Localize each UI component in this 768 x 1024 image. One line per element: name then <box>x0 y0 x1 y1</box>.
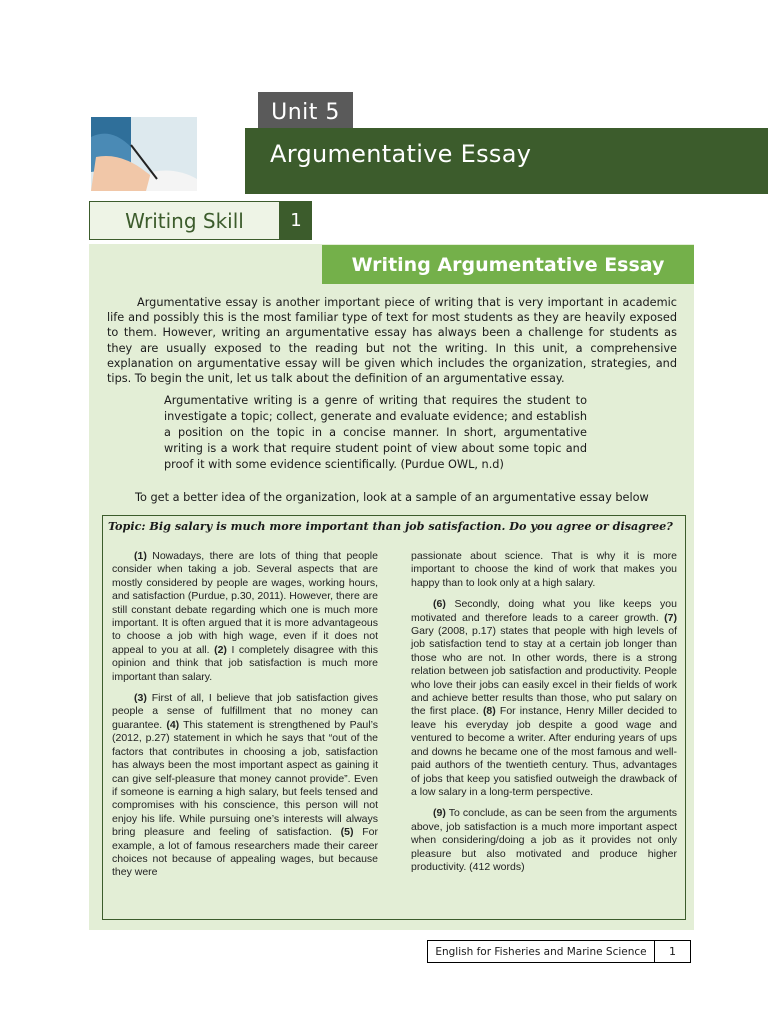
section-title: Writing Argumentative Essay <box>322 245 694 284</box>
essay-paragraph <box>411 598 677 799</box>
sentence-number: (9) <box>433 807 446 820</box>
essay-paragraph <box>112 692 378 880</box>
paragraph-text: Gary (2008, p.17) states that people with high levels of job satisfaction tend to stay at a certain job longer than those who are not. In other words, there is a strong relation between job satisfaction and productivity. People who love their jobs can easily excel in their fields of work and achieve better results than those, who put salary on the first place. <box>411 625 677 718</box>
essay-topic: Topic: Big salary is much more important than job satisfaction. Do you agree or disagree? <box>108 519 673 533</box>
definition-quote: Argumentative writing is a genre of writing that requires the student to investigate a topic; collect, generate and evaluate evidence; and establish a position on the topic in a concise manner. In short, argumentative writing is a work that require student point of view about some topic and proof it with some evidence scientifically. (Purdue OWL, n.d) <box>164 394 587 471</box>
sentence-number: (3) <box>134 692 147 705</box>
sentence-number: (6) <box>433 598 446 611</box>
paragraph-text: Secondly, doing what you like keeps you motivated and therefore leads to a career growth. <box>411 598 677 624</box>
sentence-number: (1) <box>134 550 147 562</box>
writing-skill-number: 1 <box>280 201 312 240</box>
paragraph-text: For example, a lot of famous researchers made their career choices not because of appealing wages, but because they were <box>112 826 378 879</box>
paragraph-text: This statement is strengthened by Paul’s (2012, p.27) statement in which he says that “out of the factors that contributes in choosing a job, satisfaction has always been the most important aspect as gaining it can give self-pleasure that money cannot provide”. Even if someone is earning a high salary, but feels tensed and compromises with his conscience, this person will not enjoy his life. While pursuing one’s interests will always bring pleasure and feeling of satisfaction. <box>112 718 378 839</box>
essay-column-right <box>411 550 677 882</box>
sentence-number: (5) <box>340 826 354 839</box>
writing-hand-illustration <box>91 117 197 191</box>
sentence-number: (4) <box>166 718 180 731</box>
page-number: 1 <box>655 940 691 963</box>
writing-hand-photo <box>91 117 197 191</box>
paragraph-text: For instance, Henry Miller decided to leave his everyday job despite a good wage and ventured to become a writer. After enduring years of ups and downs he became one of the most famous and well-paid authors of the twentieth century. Thus, advantages of jobs that keep you satisfied outweigh the drawback of a low salary in a long-term perspective. <box>411 705 677 798</box>
paragraph-text: First of all, I believe that job satisfaction gives people a sense of fulfillment that no money can guarantee. <box>112 692 378 731</box>
sample-lead-in: To get a better idea of the organization, look at a sample of an argumentative essay below <box>135 491 649 504</box>
essay-paragraph: passionate about science. That is why it is more important to choose the kind of work that makes you happy than to look only at a high salary. <box>411 550 677 589</box>
essay-paragraph <box>112 550 378 684</box>
writing-skill-label: Writing Skill <box>89 201 280 240</box>
paragraph-text: Nowadays, there are lots of thing that people consider when taking a job. Several aspects that are mostly considered by people are wages, working hours, and satisfaction (Purdue, p.30, 2011). However, there are still constant debate regarding which one is much more important. It is often argued that it is more advantageous to choose a job with high wage, even if it does not appeal to you at all. <box>112 550 378 656</box>
intro-paragraph: Argumentative essay is another important piece of writing that is very important in academic life and possibly this is the most familiar type of text for most students as they are heavily exposed to them. However, writing an argumentative essay has always been a challenge for students as they are usually exposed to the reading but not the writing. In this unit, a comprehensive explanation on argumentative essay will be given which includes the organization, strategies, and tips. To begin the unit, let us talk about the definition of an argumentative essay. <box>107 296 677 386</box>
sentence-number: (2) <box>214 643 227 656</box>
sentence-number: (7) <box>664 611 677 624</box>
footer-book-title: English for Fisheries and Marine Science <box>427 940 655 963</box>
paragraph-text: I completely disagree with this opinion and think that job satisfaction is much more important than salary. <box>112 643 378 683</box>
essay-column-left <box>112 550 378 888</box>
page-title: Argumentative Essay <box>270 140 532 168</box>
unit-label: Unit 5 <box>258 92 353 128</box>
paragraph-text: To conclude, as can be seen from the arguments above, job satisfaction is a much more important aspect when considering/doing a job as it provides not only pleasure but also motivated and produce higher productivity. (412 words) <box>411 807 677 873</box>
essay-paragraph <box>411 807 677 874</box>
sentence-number: (8) <box>482 705 496 718</box>
